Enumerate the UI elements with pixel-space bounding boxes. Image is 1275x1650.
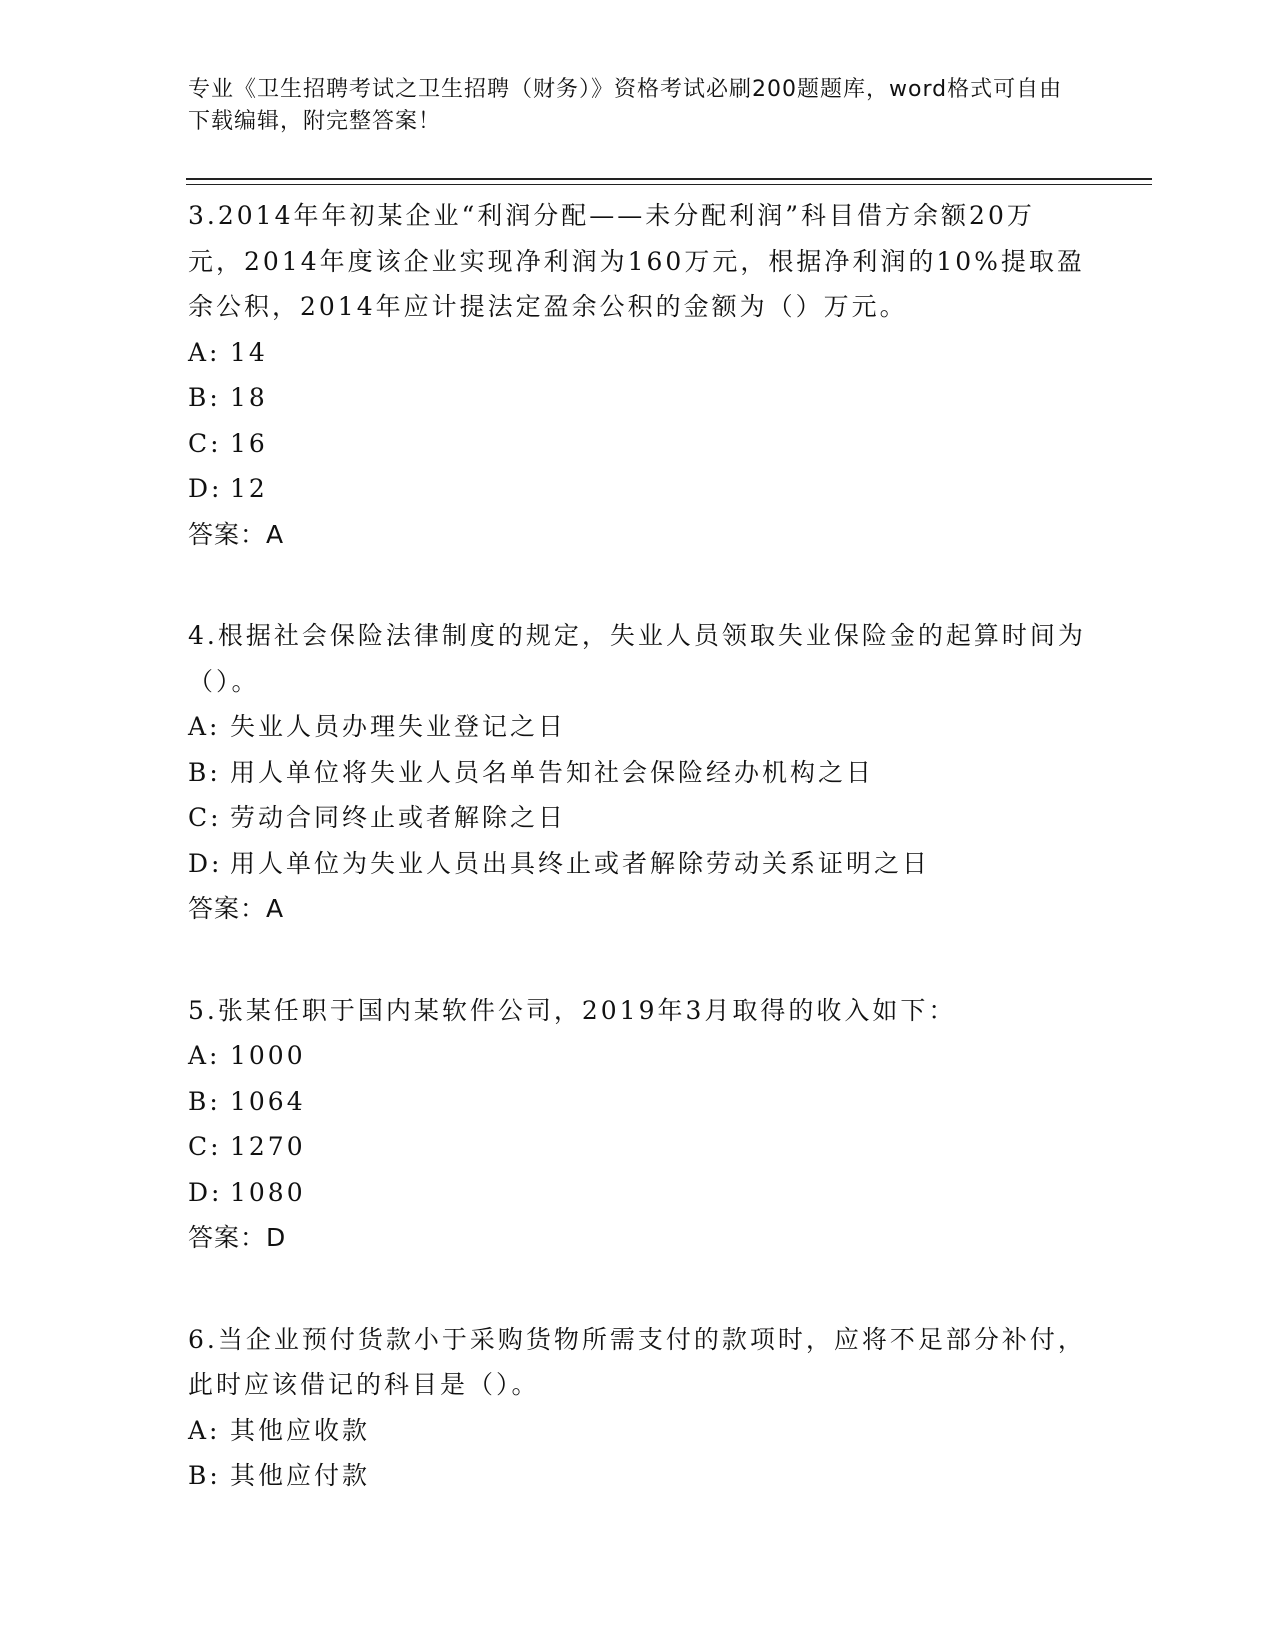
option-letter: A:	[188, 1041, 221, 1070]
question-item	[188, 613, 1088, 932]
option-text: 14	[230, 337, 268, 367]
option-letter: D:	[188, 474, 223, 503]
question-stem: 4.根据社会保险法律制度的规定，失业人员领取失业保险金的起算时间为（）。	[188, 621, 1086, 696]
question-stem: 3.2014年年初某企业“利润分配——未分配利润”科目借方余额20万元，2014年度该企业实现净利润为160万元，根据净利润的10%提取盈余公积，2014年应计提法定盈余公积的金额为（）万元。	[188, 201, 1085, 321]
answer-line: 答案：A	[188, 894, 285, 923]
question-list	[188, 193, 1088, 1555]
option-b	[188, 1079, 1088, 1125]
option-text: 劳动合同终止或者解除之日	[230, 803, 567, 832]
option-text: 1064	[230, 1086, 306, 1116]
option-c	[188, 795, 1088, 841]
question-stem: 6.当企业预付货款小于采购货物所需支付的款项时，应将不足部分补付，此时应该借记的科目是（）。	[188, 1324, 1086, 1399]
option-text: 1000	[230, 1041, 306, 1070]
option-letter: B:	[188, 1461, 221, 1490]
option-b	[188, 1453, 1088, 1499]
option-letter: A:	[188, 712, 221, 741]
answer-line: 答案：D	[188, 1223, 287, 1252]
option-c	[188, 1124, 1088, 1170]
question-stem: 5.张某任职于国内某软件公司，2019年3月取得的收入如下：	[188, 995, 957, 1025]
option-d	[188, 466, 1088, 512]
option-d	[188, 841, 1088, 887]
option-letter: D:	[188, 848, 223, 878]
option-letter: C:	[188, 1132, 222, 1161]
option-letter: C:	[188, 428, 222, 458]
option-text: 12	[230, 474, 268, 503]
header-title: 专业《卫生招聘考试之卫生招聘（财务）》资格考试必刷200题题库，word格式可自由下载编辑，附完整答案！	[188, 77, 1063, 134]
question-item	[188, 988, 1088, 1261]
answer-line: 答案：A	[188, 519, 285, 549]
document-header	[188, 74, 1068, 138]
option-text: 用人单位将失业人员名单告知社会保险经办机构之日	[230, 757, 875, 787]
option-text: 其他应收款	[230, 1415, 371, 1445]
option-d	[188, 1170, 1088, 1216]
option-b	[188, 750, 1088, 796]
option-letter: A:	[188, 1415, 221, 1445]
option-letter: B:	[188, 1086, 221, 1116]
option-text: 1080	[230, 1177, 306, 1207]
question-item	[188, 193, 1088, 557]
option-a	[188, 330, 1088, 376]
option-a	[188, 1033, 1088, 1079]
option-letter: B:	[188, 383, 221, 412]
option-text: 其他应付款	[230, 1461, 371, 1490]
option-letter: A:	[188, 337, 221, 367]
option-letter: B:	[188, 757, 221, 787]
option-c	[188, 421, 1088, 467]
option-text: 用人单位为失业人员出具终止或者解除劳动关系证明之日	[230, 848, 931, 878]
option-a	[188, 704, 1088, 750]
option-a	[188, 1408, 1088, 1454]
option-text: 1270	[230, 1132, 306, 1161]
option-letter: D:	[188, 1177, 223, 1207]
option-text: 失业人员办理失业登记之日	[230, 712, 567, 741]
question-item	[188, 1317, 1088, 1499]
option-b	[188, 375, 1088, 421]
option-text: 16	[230, 428, 268, 458]
option-letter: C:	[188, 803, 222, 832]
option-text: 18	[230, 383, 268, 412]
header-divider	[186, 178, 1152, 185]
